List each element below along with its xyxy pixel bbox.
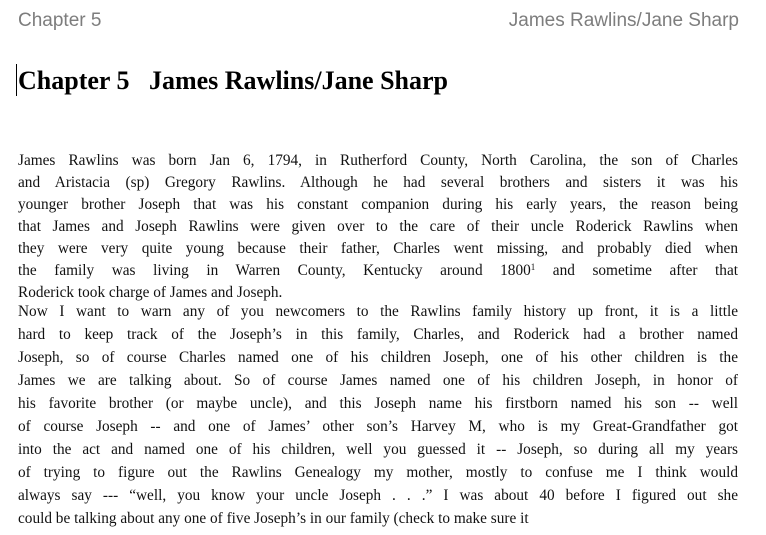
text-line: his favorite brother (or maybe uncle), and this Joseph name his firstborn named his son -- well [18, 395, 738, 412]
text-line: James we are talking about. So of course James named one of his children Joseph, in honor of [18, 372, 738, 389]
text-line: James Rawlins was born Jan 6, 1794, in Rutherford County, North Carolina, the son of Charles [18, 152, 738, 169]
footnote-marker[interactable]: 1 [530, 262, 536, 272]
text-cursor [16, 64, 17, 96]
header-chapter-name: James Rawlins/Jane Sharp [508, 10, 739, 31]
paragraph-1[interactable] [18, 150, 738, 304]
text-line: that James and Joseph Rawlins were given over to the care of their uncle Roderick Rawlins when [18, 218, 738, 235]
text-line: hard to keep track of the Joseph’s in this family, Charles, and Roderick had a brother named [18, 326, 738, 343]
text-line: of course Joseph -- and one of James’ other son’s Harvey M, who is my Great-Grandfather got [18, 418, 738, 435]
text-line: Joseph, so of course Charles named one of his children Joseph, one of his other children is the [18, 349, 738, 366]
header-chapter-label: Chapter 5 [18, 10, 102, 31]
text-segment: and sometime after that [535, 262, 738, 279]
paragraph-2[interactable] [18, 300, 738, 530]
text-line: could be talking about any one of five Joseph’s in our family (check to make sure it [18, 510, 529, 527]
text-line: younger brother Joseph that was his constant companion during his early years, the reason being [18, 196, 738, 213]
text-segment: the family was living in Warren County, Kentucky around 1800 [18, 262, 531, 279]
text-line: and Aristacia (sp) Gregory Rawlins. Although he had several brothers and sisters it was his [18, 174, 738, 191]
text-line-with-footnote [18, 260, 738, 282]
text-line: of trying to figure out the Rawlins Genealogy my mother, mostly to confuse me I think would [18, 464, 738, 481]
text-line: always say --- “well, you know your uncle Joseph . . .” I was about 40 before I figured out she [18, 487, 738, 504]
text-line: Roderick took charge of James and Joseph. [18, 284, 283, 301]
text-line: they were very quite young because their father, Charles went missing, and probably died when [18, 240, 738, 257]
chapter-title[interactable]: Chapter 5 James Rawlins/Jane Sharp [18, 66, 449, 95]
running-header [18, 9, 739, 33]
text-line: into the act and named one of his children, well you guessed it -- Joseph, so during all my years [18, 441, 738, 458]
text-line: Now I want to warn any of you newcomers to the Rawlins family history up front, it is a little [18, 303, 738, 320]
